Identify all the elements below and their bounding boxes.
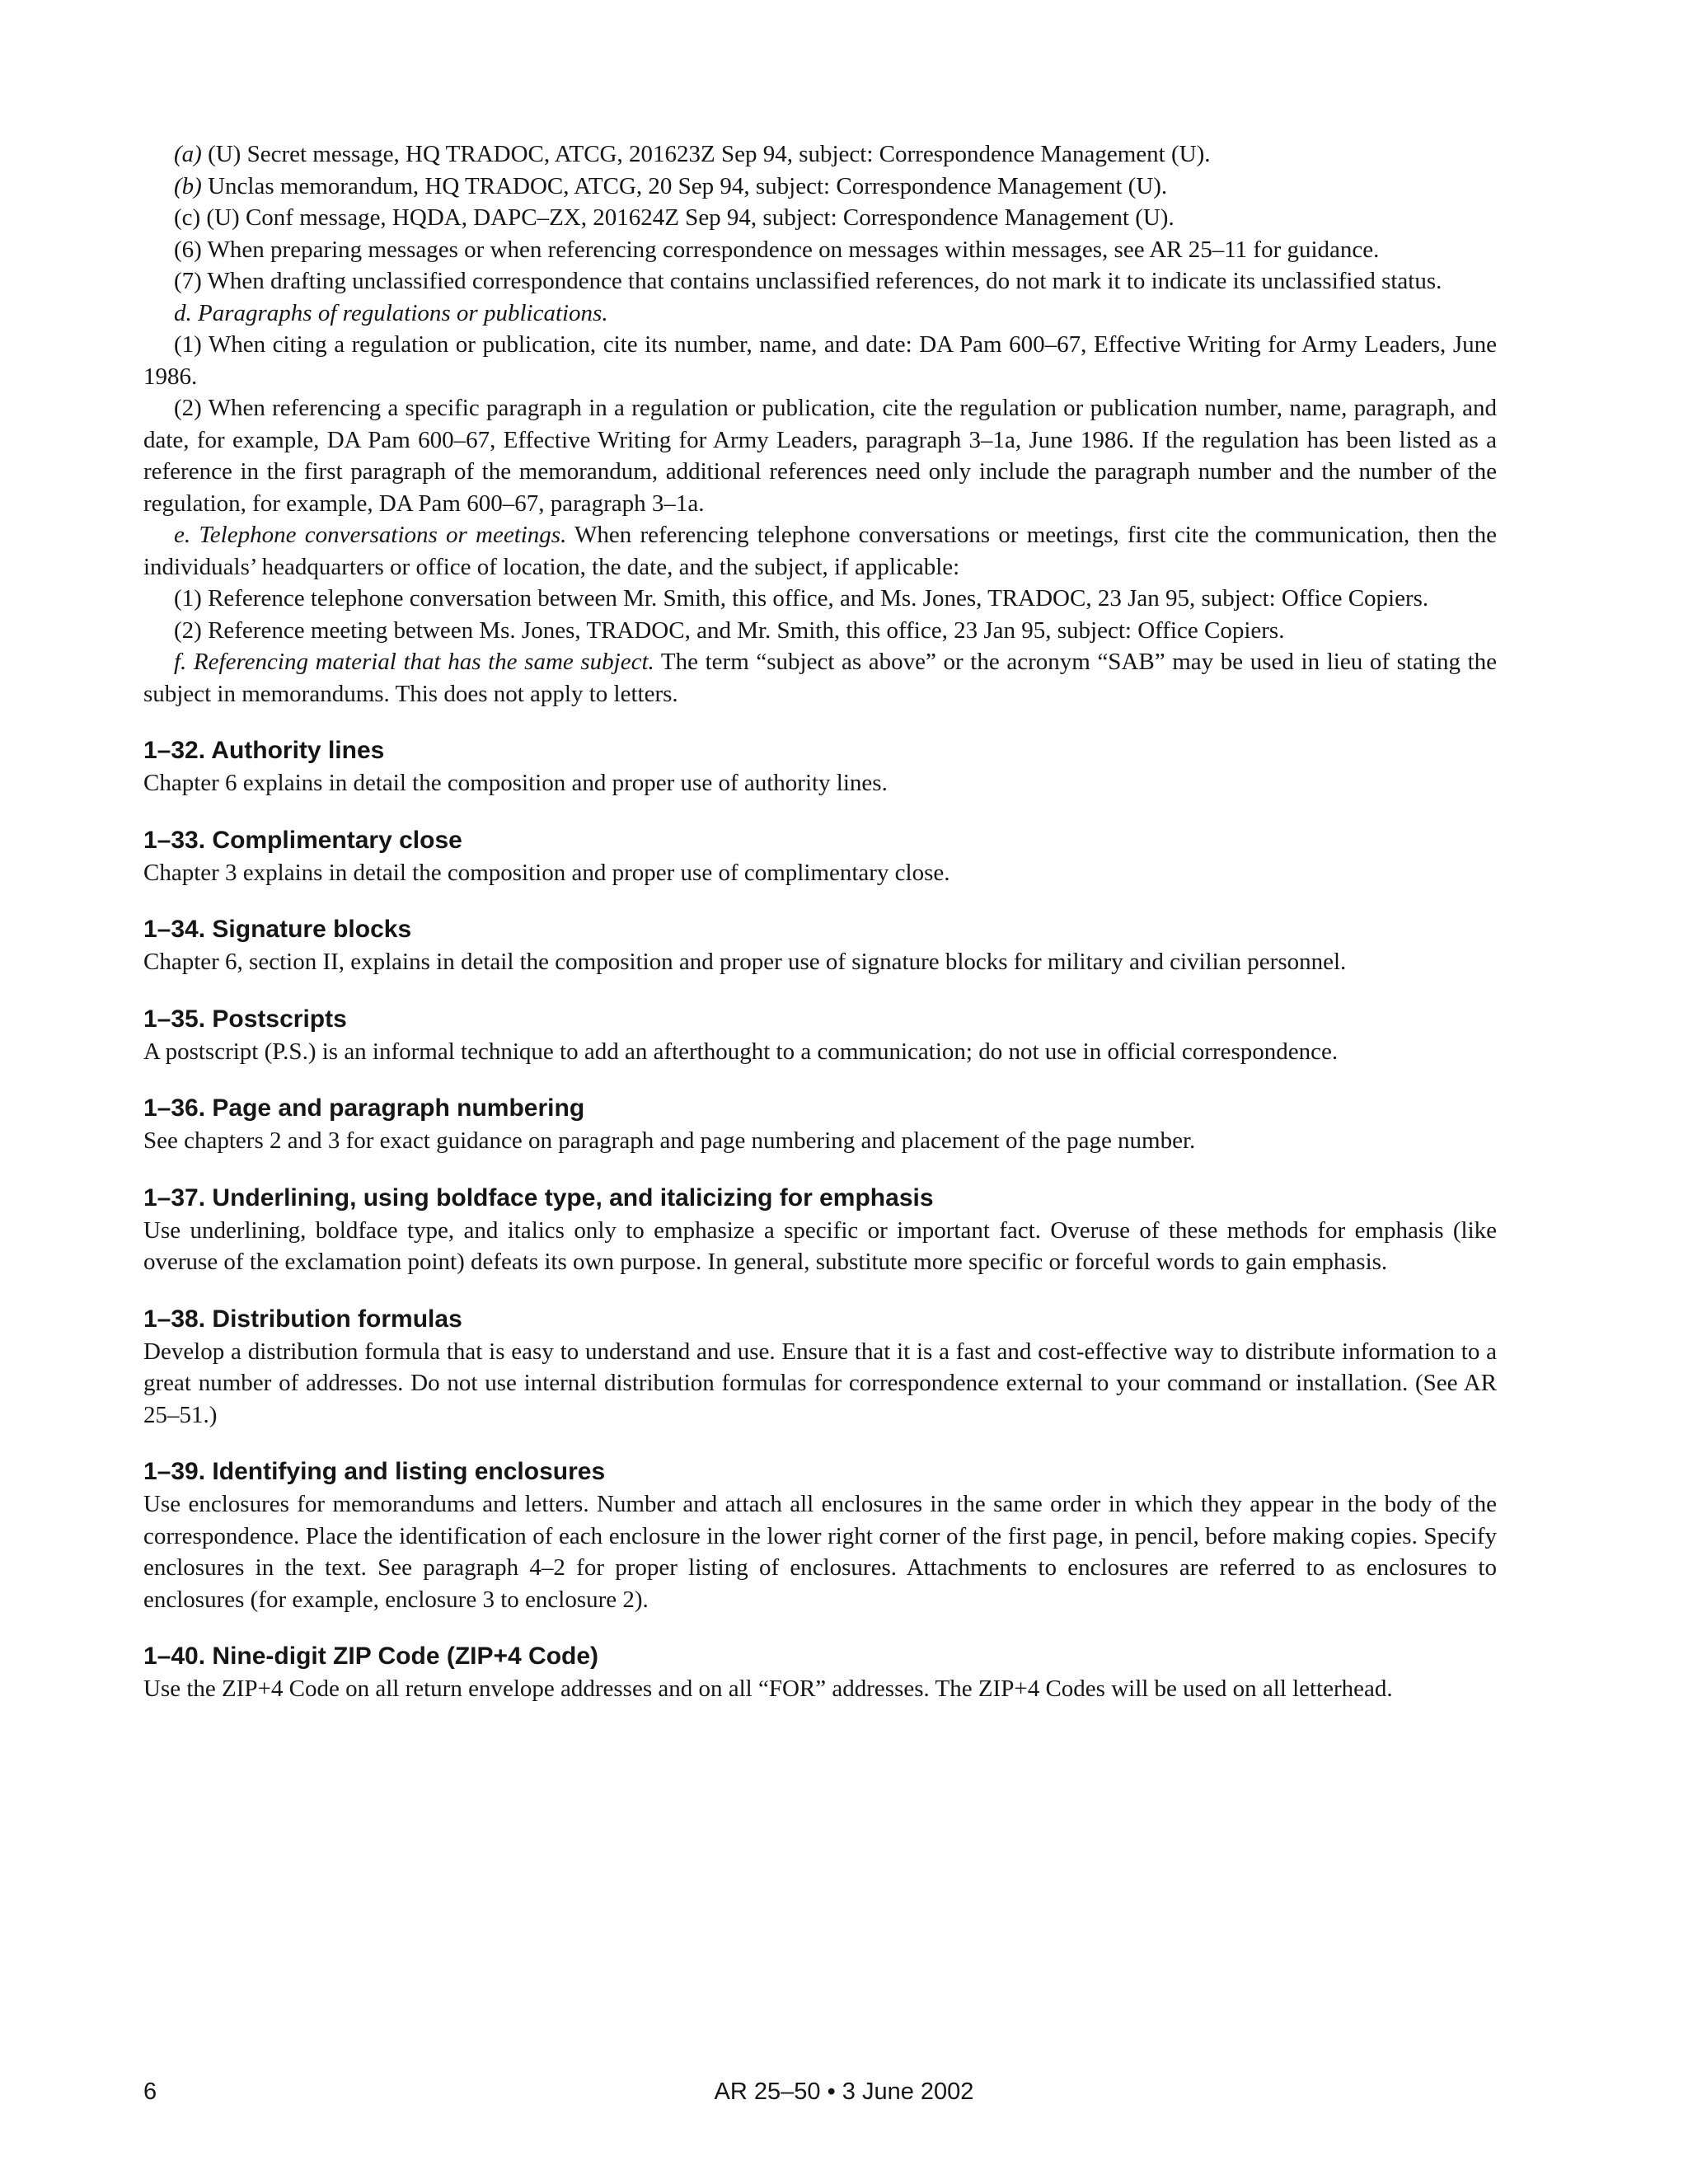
section-heading: 1–37. Underlining, using boldface type, and italicizing for emphasis bbox=[143, 1183, 934, 1212]
reference-example-c: (c) (U) Conf message, HQDA, DAPC–ZX, 201624Z Sep 94, subject: Correspondence Management (U). bbox=[174, 204, 1175, 231]
section-heading: 1–32. Authority lines bbox=[143, 737, 385, 764]
section-body: A postscript (P.S.) is an informal technique to add an afterthought to a communication; do not use in official correspondence. bbox=[143, 1038, 1339, 1065]
section-heading: 1–38. Distribution formulas bbox=[143, 1305, 462, 1333]
paragraph-e2: (2) Reference meeting between Ms. Jones, TRADOC, and Mr. Smith, this office, 23 Jan 95, subject: Office Copiers. bbox=[174, 616, 1285, 644]
section-body: Chapter 3 explains in detail the composition and proper use of complimentary close. bbox=[143, 859, 950, 886]
footer-page-number: 6 bbox=[143, 2079, 157, 2105]
paragraph-d1: (1) When citing a regulation or publication, cite its number, name, and date: DA Pam 600–67, Effective Writing for Army Leaders, June 1986. bbox=[143, 331, 1497, 390]
section-1-34 bbox=[143, 913, 1497, 978]
section-heading: 1–34. Signature blocks bbox=[143, 916, 412, 943]
subparagraph-f bbox=[143, 646, 1497, 710]
section-1-36 bbox=[143, 1092, 1497, 1157]
section-1-33 bbox=[143, 824, 1497, 889]
section-1-37 bbox=[143, 1182, 1497, 1278]
section-1-35 bbox=[143, 1003, 1497, 1068]
section-heading: 1–33. Complimentary close bbox=[143, 826, 462, 854]
paragraph-7: (7) When drafting unclassified correspondence that contains unclassified references, do not mark it to indicate its unclassified status. bbox=[174, 268, 1442, 294]
section-1-32 bbox=[143, 734, 1497, 799]
subparagraph-heading: d. Paragraphs of regulations or publications. bbox=[174, 299, 608, 326]
footer-document-title: AR 25–50 • 3 June 2002 bbox=[714, 2079, 974, 2105]
subparagraph-e bbox=[143, 519, 1497, 583]
page-body bbox=[143, 138, 1497, 1705]
section-body: See chapters 2 and 3 for exact guidance on paragraph and page numbering and placement of the page number. bbox=[143, 1127, 1196, 1154]
section-1-38 bbox=[143, 1303, 1497, 1432]
item-label: (b) bbox=[174, 172, 202, 199]
section-heading: 1–36. Page and paragraph numbering bbox=[143, 1094, 585, 1122]
section-body: Chapter 6 explains in detail the composition and proper use of authority lines. bbox=[143, 770, 888, 796]
paragraph-text: The term “subject as above” or the acronym “SAB” may be used in lieu of stating the subject in memorandums. This does not apply to letters. bbox=[143, 649, 1497, 707]
section-body: Chapter 6, section II, explains in detail the composition and proper use of signature blocks for military and civilian personnel. bbox=[143, 949, 1347, 975]
reference-example-b bbox=[143, 171, 1497, 203]
reference-example-a bbox=[143, 138, 1497, 171]
subparagraph-heading: e. Telephone conversations or meetings. bbox=[174, 522, 567, 548]
section-1-40 bbox=[143, 1640, 1497, 1705]
section-body: Use enclosures for memorandums and letters. Number and attach all enclosures in the same order in which they appear in the body of the correspondence. Place the identification of each enclosure in the lower right corner of the first page, in pencil, before making copies. Specify enclosures in the text. See paragraph 4–2 for proper listing of enclosures. Attachments to enclosures are referred to as enclosures to enclosures (for example, enclosure 3 to enclosure 2). bbox=[143, 1491, 1497, 1613]
paragraph-text: Unclas memorandum, HQ TRADOC, ATCG, 20 Sep 94, subject: Correspondence Management (U). bbox=[201, 172, 1168, 199]
paragraph-e1: (1) Reference telephone conversation between Mr. Smith, this office, and Ms. Jones, TRADOC, 23 Jan 95, subject: Office Copiers. bbox=[174, 585, 1429, 612]
section-body: Use the ZIP+4 Code on all return envelope addresses and on all “FOR” addresses. The ZIP+4 Codes will be used on all letterhead. bbox=[143, 1675, 1393, 1702]
paragraph-d2: (2) When referencing a specific paragraph in a regulation or publication, cite the regulation or publication number, name, paragraph, and date, for example, DA Pam 600–67, Effective Writing for Army Leaders, paragraph 3–1a, June 1986. If the regulation has been listed as a reference in the first paragraph of the memorandum, additional references need only include the paragraph number and the number of the regulation, for example, DA Pam 600–67, paragraph 3–1a. bbox=[143, 395, 1497, 517]
paragraph-text: (U) Secret message, HQ TRADOC, ATCG, 201623Z Sep 94, subject: Correspondence Management (U). bbox=[201, 141, 1211, 167]
subparagraph-heading: f. Referencing material that has the same subject. bbox=[174, 649, 654, 675]
paragraph-6: (6) When preparing messages or when referencing correspondence on messages within messages, see AR 25–11 for guidance. bbox=[174, 236, 1380, 263]
section-body: Use underlining, boldface type, and italics only to emphasize a specific or important fact. Overuse of these methods for emphasis (like overuse of the exclamation point) defeats its own purpose. In general, substitute more specific or forceful words to gain emphasis. bbox=[143, 1216, 1497, 1275]
section-1-39 bbox=[143, 1455, 1497, 1615]
item-label: (a) bbox=[174, 141, 202, 167]
section-heading: 1–39. Identifying and listing enclosures bbox=[143, 1458, 606, 1485]
subparagraph-d-heading bbox=[143, 298, 1497, 330]
section-heading: 1–35. Postscripts bbox=[143, 1005, 347, 1033]
paragraph-text: When referencing telephone conversations or meetings, first cite the communication, then the individuals’ headquarters or office of location, the date, and the subject, if applicable: bbox=[143, 522, 1497, 580]
section-heading: 1–40. Nine-digit ZIP Code (ZIP+4 Code) bbox=[143, 1643, 599, 1670]
section-body: Develop a distribution formula that is easy to understand and use. Ensure that it is a fast and cost-effective way to distribute information to a great number of addresses. Do not use internal distribution formulas for correspondence external to your command or installation. (See AR 25–51.) bbox=[143, 1338, 1497, 1428]
